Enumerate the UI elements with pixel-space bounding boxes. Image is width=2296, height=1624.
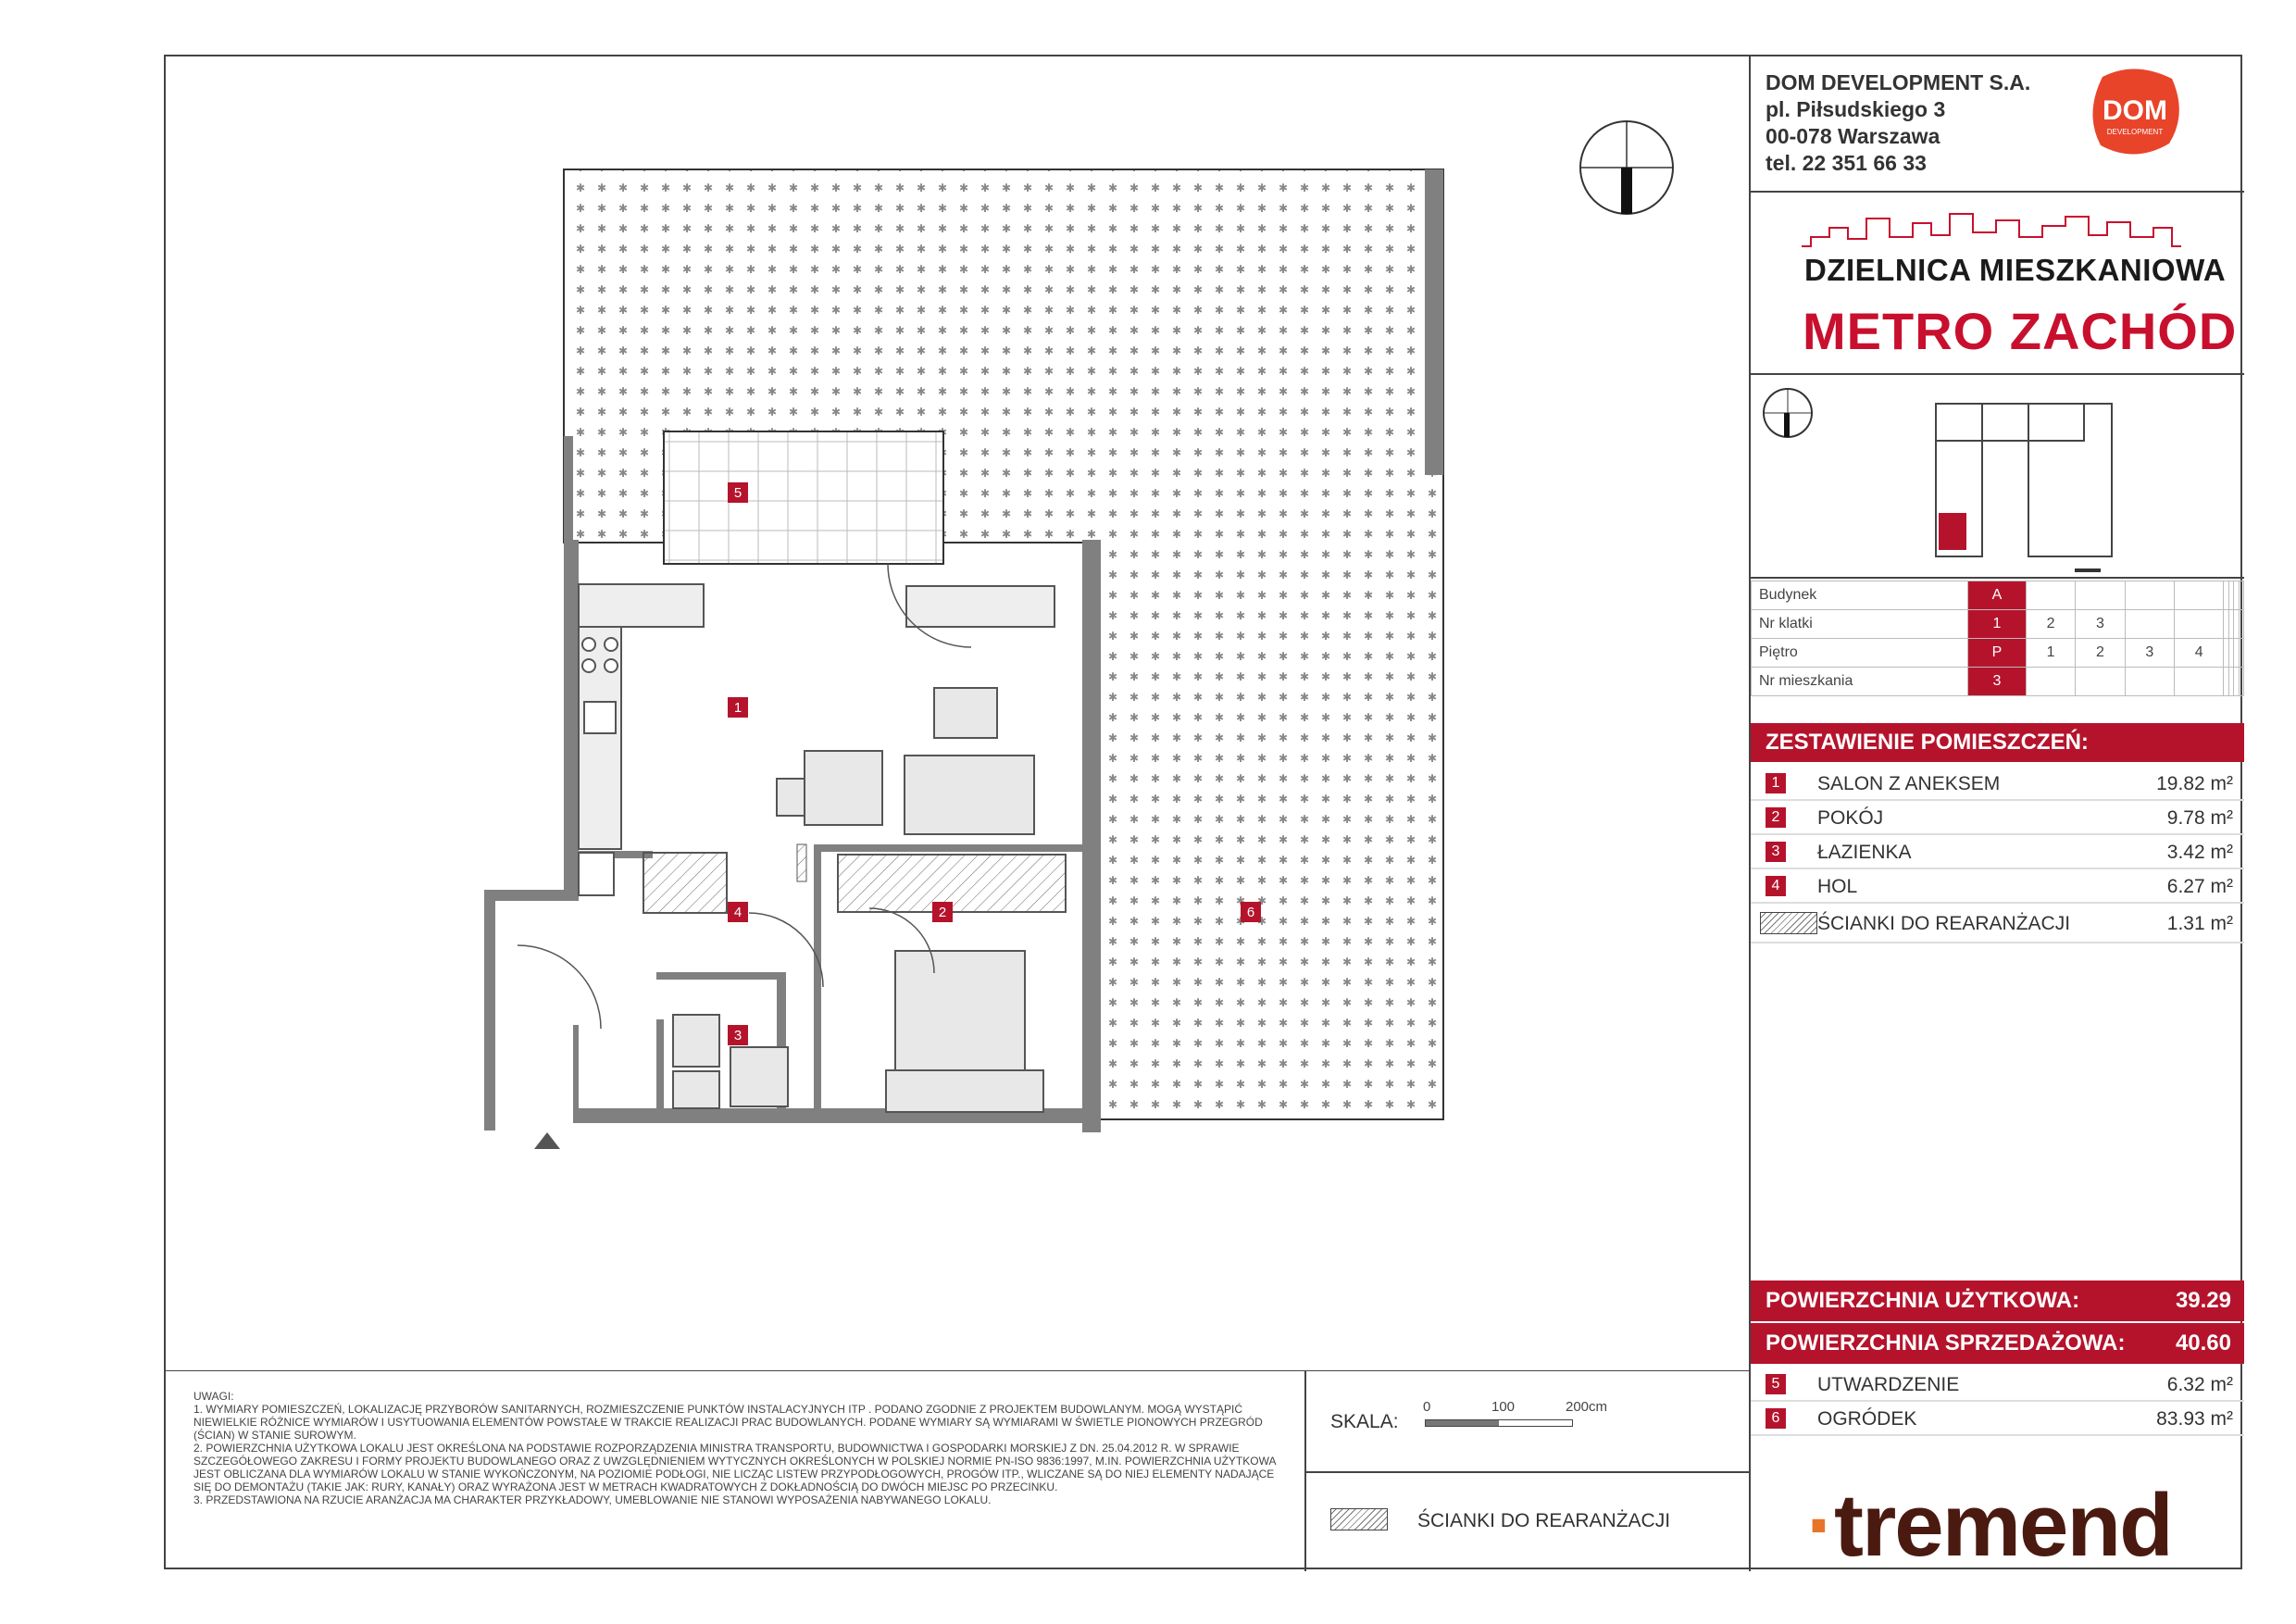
north-arrow-icon [1580,121,1673,214]
room-name-2: POKÓJ [1817,807,1884,829]
plan-label-5: 5 [733,485,742,501]
scale-label: SKALA: [1330,1411,1399,1432]
outdoor-area-5: 6.32 m² [2166,1374,2233,1395]
label-budynek: Budynek [1752,581,1968,610]
sale-area-value: 40.60 [2175,1330,2231,1355]
key-plan [1751,376,2244,580]
outdoor-area-6: 83.93 m² [2156,1408,2233,1430]
tremend-logo [1806,1475,2172,1577]
plan-label-3: 3 [733,1028,742,1043]
company-address2: 00-078 Warszawa [1766,124,1940,148]
plan-label-2: 2 [938,905,947,920]
plan-label-4: 4 [733,905,742,920]
company-phone: tel. 22 351 66 33 [1766,151,1927,175]
label-pietro: Piętro [1752,639,1968,668]
scale-bar [1425,1419,1573,1427]
rooms-header [1751,723,2244,762]
plan-label-1: 1 [733,700,742,716]
key-plan-north-icon [1764,389,1812,437]
entrance-marker [534,1132,560,1149]
info-panel [1749,56,2244,1575]
note-3: 3. PRZEDSTAWIONA NA RZUCIE ARANŻACJA MA CHARAKTER PRZYKŁADOWY, UMEBLOWANIE NIE STANOWI WYPOSAŻENIA NABYWANEGO LOKALU. [193,1493,992,1506]
notes [193,1390,1286,1506]
room-row-4 [1751,870,2244,904]
room-num-3: 3 [1766,842,1786,862]
floor-plan [166,56,1749,1371]
pietro-4: 4 [2175,639,2224,668]
dom-logo-text: DOM [2103,95,2167,126]
legend-hatch-icon [1330,1508,1388,1530]
room-row-3 [1751,836,2244,869]
partitions-hatch-icon [1760,912,1817,934]
scale-legend [1304,1371,1749,1571]
room-name-3: ŁAZIENKA [1817,842,1912,863]
scale-tick-0: 0 [1423,1399,1431,1415]
project-line1: DZIELNICA MIESZKANIOWA [1804,253,2227,287]
dom-logo [2084,68,2186,158]
pietro-p: P [1968,639,2027,668]
plan-label-6: 6 [1246,905,1255,920]
klatka-1: 1 [1968,610,2027,639]
note-2: 2. POWIERZCHNIA UŻYTKOWA LOKALU JEST OKREŚLONA NA PODSTAWIE ROZPORZĄDZENIA MINISTRA TRANSPORTU, BUDOWNICTWA I GOSPODARKI MORSKIEJ Z DN. 25.04.2012 R. W SPRAWIE SZCZEGÓŁOWEGO ZAKRESU I FORMY PROJEKTU BUDOWLANEGO ORAZ Z UWZGLĘDNIENIEM WYTYCZNYCH OKREŚLONYCH W POLSKIEJ NORMIE PN-ISO 9836:1997, M.IN. POWIERZCHNIA UŻYTKOWA JEST OBLICZANA DLA WYMIARÓW LOKALU W STANIE WYKOŃCZONYM, NA POZIOMIE PODŁOGI, NIE LICZĄC LISTEW PRZYPODŁOGOWYCH, PROGÓW ITP., WLICZANE SĄ DO NIEJ ELEMENTY NADAJĄCE SIĘ DO DEMONTAŻU (TAKIE JAK: RURY, KANAŁY) ORAZ WYRAŻONA JEST W METRACH KWADRATOWYCH Z DOKŁADNOŚCIĄ DO DWÓCH MIEJSC PO PRZECINKU. [193,1442,1276,1493]
usable-area-label: POWIERZCHNIA UŻYTKOWA: [1766,1288,2080,1313]
notes-title: UWAGI: [193,1390,234,1403]
skyline-icon [1802,209,2181,251]
outdoor-num-6: 6 [1766,1408,1786,1429]
company-address1: pl. Piłsudskiego 3 [1766,97,1946,121]
partitions-area: 1.31 m² [2166,913,2233,934]
room-area-1: 19.82 m² [2156,773,2233,794]
note-1: 1. WYMIARY POMIESZCZEŃ, LOKALIZACJĘ PRZYBORÓW SANITARNYCH, ROZMIESZCZENIE PUNKTÓW INSTALACYJNYCH ITP . PODANO ZGODNIE Z PROJEKTEM BUDOWLANYM. MOGĄ WYSTĄPIĆ NIEWIELKIE RÓŻNICE WYMIARÓW I USYTUOWANIA ELEMENTÓW POWSTAŁE W TRAKCIE REALIZACJI PRAC BUDOWLANYCH. PODANE WYMIARY SĄ WYMIARAMI W ŚWIETLE PIONOWYCH PRZEGRÓD (ŚCIAN) W STANIE SUROWYM. [193,1403,1263,1442]
usable-area-bar [1751,1280,2244,1321]
room-name-1: SALON Z ANEKSEM [1817,773,2001,794]
room-num-2: 2 [1766,807,1786,828]
outdoor-row-6 [1751,1403,2244,1436]
room-area-3: 3.42 m² [2166,842,2233,863]
outdoor-name-6: OGRÓDEK [1817,1408,1917,1430]
label-mieszkanie: Nr mieszkania [1752,668,1968,696]
usable-area-value: 39.29 [2175,1288,2231,1313]
location-table [1751,581,2244,696]
room-area-4: 6.27 m² [2166,876,2233,897]
label-klatka: Nr klatki [1752,610,1968,639]
project-line2: METRO ZACHÓD [1803,302,2238,360]
drawing-sheet [164,55,2242,1575]
legend-text: ŚCIANKI DO REARANŻACJI [1417,1510,1671,1531]
rooms-header-text: ZESTAWIENIE POMIESZCZEŃ: [1766,730,2089,755]
pietro-3: 3 [2125,639,2174,668]
pietro-1: 1 [2026,639,2075,668]
tremend-logo-text: tremend [1833,1476,2172,1575]
room-row-1 [1751,768,2244,801]
room-num-1: 1 [1766,773,1786,793]
company-info [1766,69,2030,177]
room-num-4: 4 [1766,876,1786,896]
scale-tick-100: 100 [1491,1399,1516,1415]
outdoor-row-5 [1751,1368,2244,1402]
klatka-2: 2 [2026,610,2075,639]
dom-logo-subtext: DEVELOPMENT [2106,128,2164,136]
outdoor-name-5: UTWARDZENIE [1817,1374,1960,1395]
klatka-3: 3 [2076,610,2125,639]
partitions-name: ŚCIANKI DO REARANŻACJI [1817,913,2071,934]
sale-area-bar [1751,1323,2244,1364]
budynek-a: A [1968,581,2027,610]
company-name: DOM DEVELOPMENT S.A. [1766,70,2031,94]
pietro-2: 2 [2076,639,2125,668]
sale-area-label: POWIERZCHNIA SPRZEDAŻOWA: [1766,1330,2126,1355]
room-name-4: HOL [1817,876,1858,897]
mieszkanie-3: 3 [1968,668,2027,696]
scale-tick-200: 200cm [1566,1399,1608,1415]
tremend-dot-icon: · [1806,1476,1834,1575]
room-row-2 [1751,802,2244,835]
outdoor-num-5: 5 [1766,1374,1786,1394]
partitions-row [1751,905,2244,943]
terrace [664,431,943,564]
room-area-2: 9.78 m² [2166,807,2233,829]
